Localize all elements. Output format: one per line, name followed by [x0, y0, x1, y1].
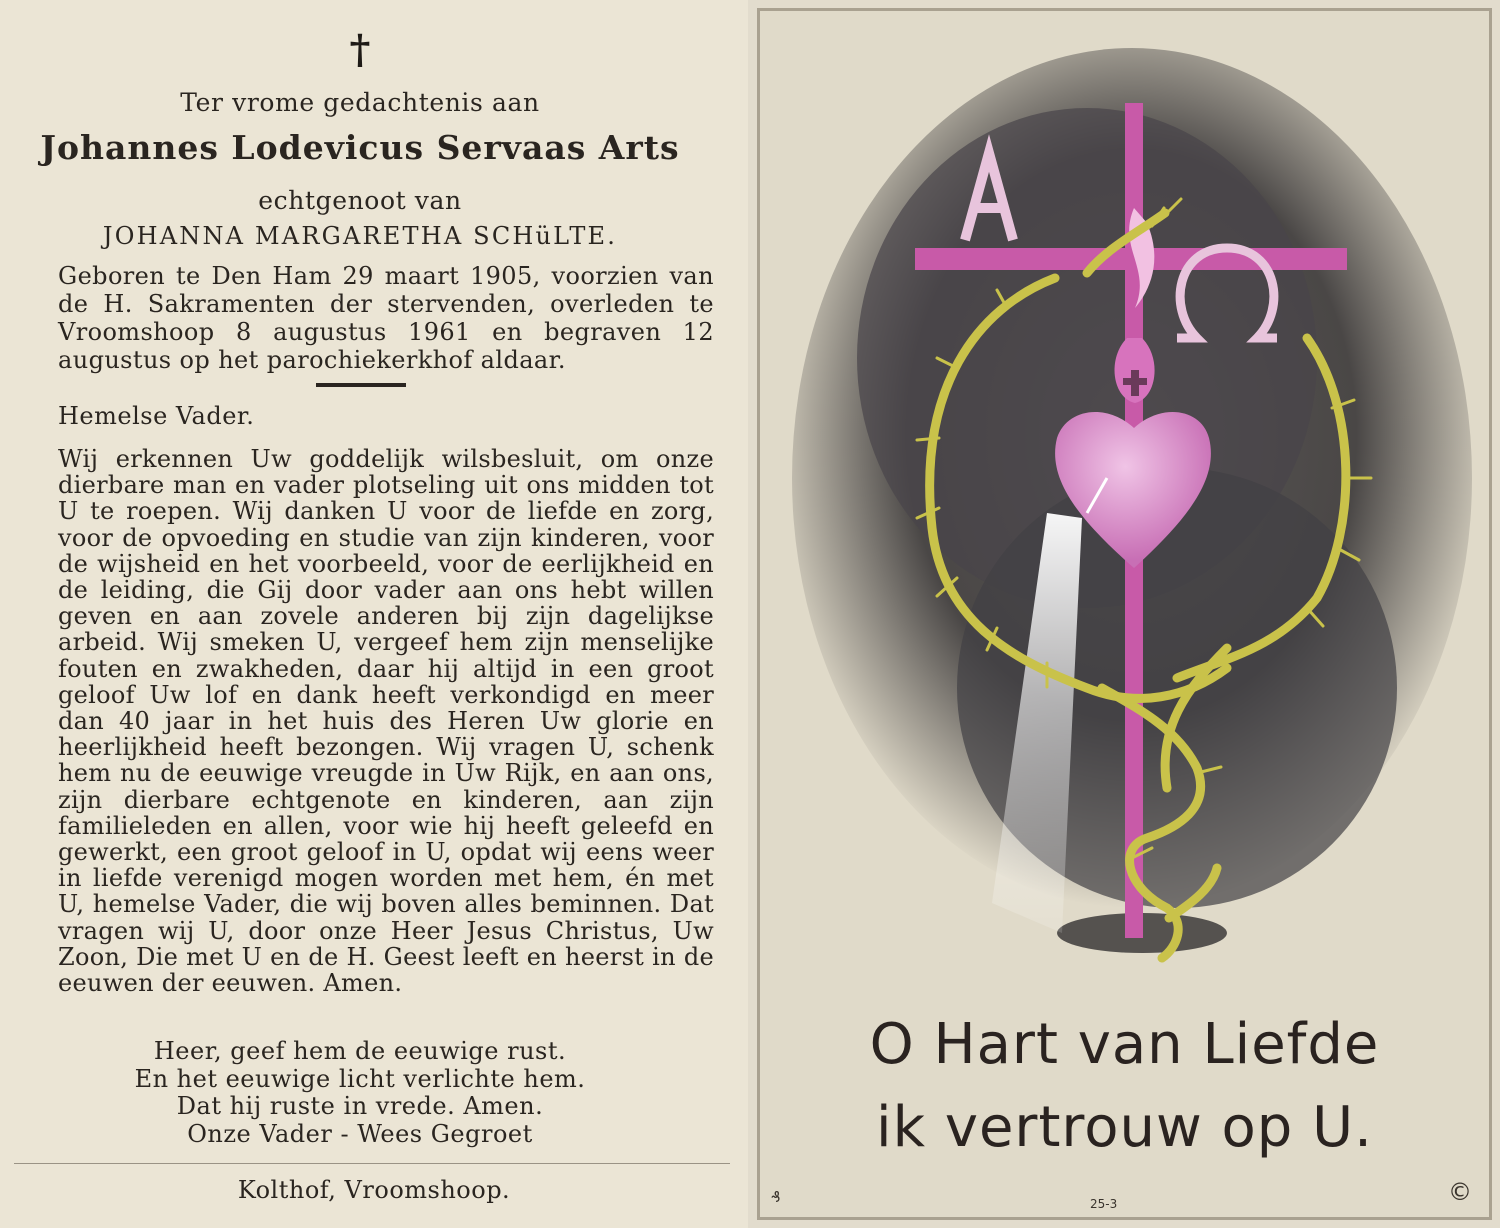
closing-line: En het eeuwige licht verlichte hem. [134, 1064, 586, 1093]
closing-line: Heer, geef hem de eeuwige rust. [153, 1037, 567, 1065]
publisher-mark-icon: © [1448, 1178, 1472, 1206]
prayer-heading: Hemelse Vader. [58, 402, 255, 430]
sacred-heart-illustration [757, 8, 1492, 1008]
cross-icon: † [349, 26, 371, 73]
card-number: 25-3 [1090, 1197, 1118, 1211]
printer-divider [14, 1163, 730, 1164]
spouse-name: JOHANNA MARGARETHA SCHüLTE. [102, 222, 618, 250]
printer-credit: Kolthof, Vroomshoop. [237, 1176, 511, 1204]
prayer-text: Wij erkennen Uw goddelijk wilsbesluit, om onze dierbare man en vader plotseling uit ons midden tot U te roepen. Wij danken U voor de liefde en zorg, voor de opvoeding en studie van zijn kinderen, voor de wijsheid en het voorbeeld, voor de eerlijkheid en de leiding, die Gij door vader aan ons hebt willen geven en aan zovele anderen bij zijn dagelijkse arbeid. Wij smeken U, vergeef hem zijn menselijke fouten en zwakheden, daar hij altijd in een groot geloof Uw lof en dank heeft verkondigd en meer dan 40 jaar in het huis des Heren Uw glorie en heerlijkheid heeft bezongen. Wij vragen U, schenk hem nu de eeuwige vreugde in Uw Rijk, en aan ons, zijn dierbare echtgenote en kinderen, aan zijn familieleden en allen, voor wie hij heeft geleefd en gewerkt, een groot geloof in U, opdat wij eens weer in liefde verenigd mogen worden met hem, én met U, hemelse Vader, die wij boven alles beminnen. Dat vragen wij U, door onze Heer Jesus Christus, Uw Zoon, Die met U en de H. Geest leeft en heerst in de eeuwen der eeuwen. Amen. [58, 445, 714, 998]
card-motto-line: O Hart van Liefde [869, 1012, 1380, 1077]
birth-death-info: Geboren te Den Ham 29 maart 1905, voorzien van de H. Sakramenten der stervenden, overleden te Vroomshoop 8 augustus 1961 en begraven 12 augustus op het parochiekerkhof aldaar. [58, 262, 714, 374]
closing-line: Onze Vader - Wees Gegroet [187, 1119, 533, 1148]
heart-small-cross [1123, 378, 1147, 385]
deceased-name: Johannes Lodevicus Servaas Arts [40, 128, 680, 167]
section-divider [316, 383, 406, 387]
closing-line: Dat hij ruste in vrede. Amen. [176, 1092, 544, 1120]
card-motto-line: ik vertrouw op U. [876, 1095, 1373, 1160]
spouse-label: echtgenoot van [258, 186, 462, 215]
cross-horizontal-beam [915, 248, 1347, 270]
artist-monogram-icon: ₰ [771, 1188, 781, 1206]
memorial-intro: Ter vrome gedachtenis aan [180, 88, 540, 117]
closing-prayer [0, 1038, 720, 1148]
